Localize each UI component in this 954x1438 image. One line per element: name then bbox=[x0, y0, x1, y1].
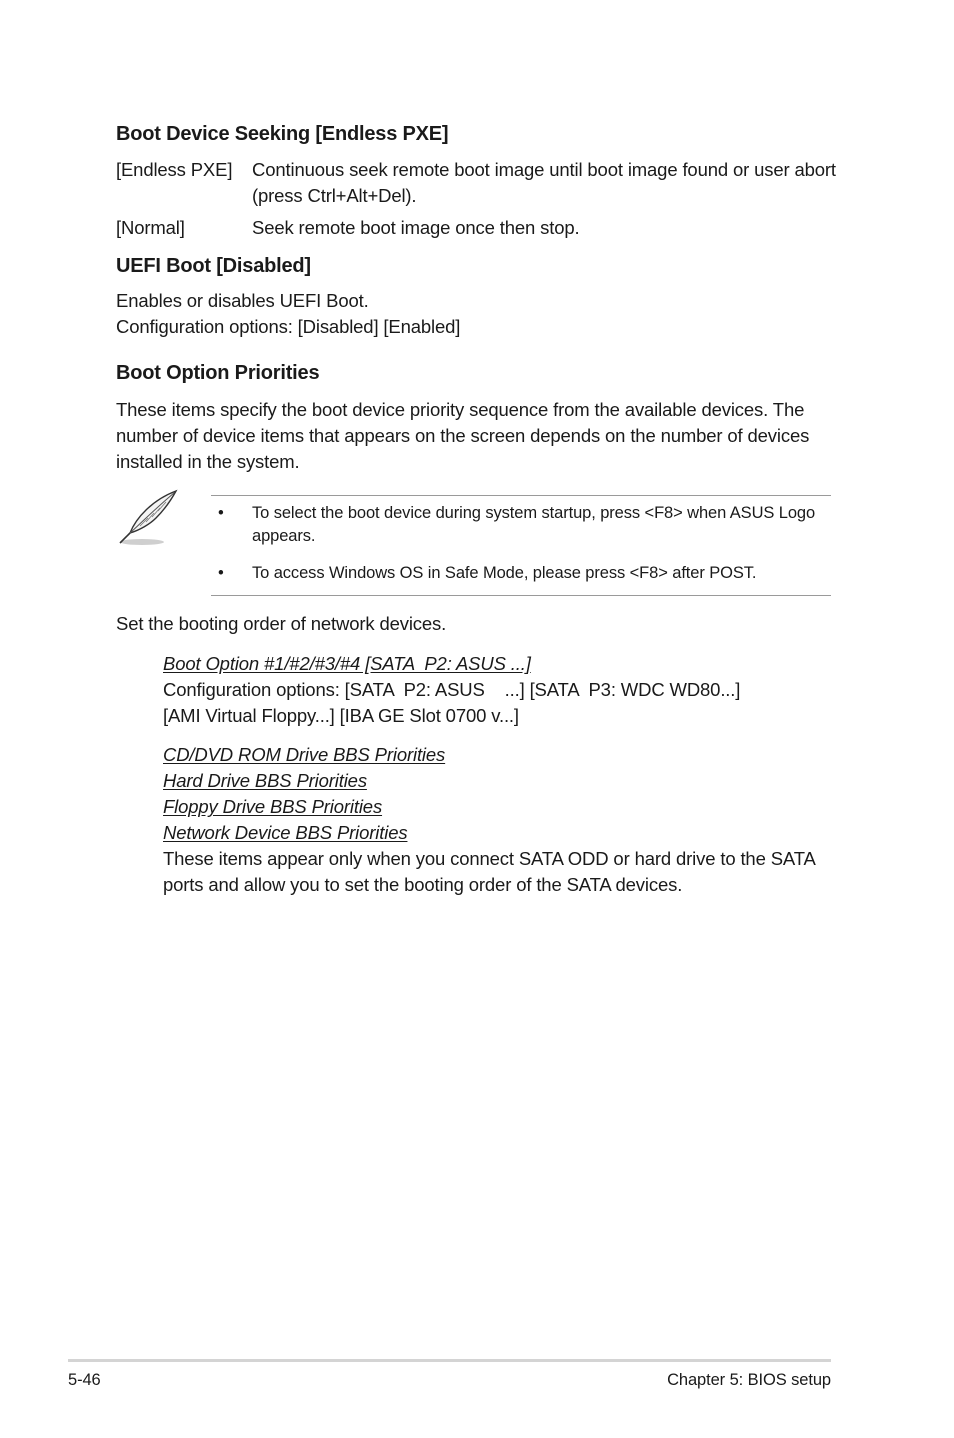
note-text: To access Windows OS in Safe Mode, please press <F8> after POST. bbox=[252, 564, 757, 582]
bbs-priorities-description: These items appear only when you connect SATA ODD or hard drive to the SATA ports and allow you to set the booting order of the SATA devices. bbox=[163, 848, 815, 895]
floppy-drive-priorities-link[interactable]: Floppy Drive BBS Priorities bbox=[163, 796, 383, 817]
option-description: Continuous seek remote boot image until boot image found or user abort (press Ctrl+Alt+Del). bbox=[252, 159, 836, 206]
option-row-endless-pxe bbox=[116, 157, 836, 209]
note-top-divider bbox=[211, 495, 831, 496]
quill-pen-icon bbox=[112, 488, 182, 550]
section-heading-boot-device-seeking: Boot Device Seeking [Endless PXE] bbox=[116, 123, 449, 145]
network-device-priorities-link[interactable]: Network Device BBS Priorities bbox=[163, 822, 408, 843]
note-text: To select the boot device during system startup, press <F8> when ASUS Logo appears. bbox=[252, 504, 816, 545]
bullet: • bbox=[218, 504, 224, 522]
section-heading-boot-option-priorities: Boot Option Priorities bbox=[116, 362, 320, 384]
page-number: 5-46 bbox=[68, 1371, 101, 1389]
uefi-description: Enables or disables UEFI Boot. bbox=[116, 290, 369, 311]
boot-option-config-line: [AMI Virtual Floppy...] [IBA GE Slot 0700 v...] bbox=[163, 705, 519, 726]
option-row-normal bbox=[116, 215, 836, 241]
bullet: • bbox=[218, 564, 224, 582]
note-item bbox=[218, 562, 818, 585]
note-item bbox=[218, 502, 818, 548]
section-heading-uefi-boot: UEFI Boot [Disabled] bbox=[116, 255, 311, 277]
option-description: Seek remote boot image once then stop. bbox=[252, 217, 580, 238]
option-key: [Normal] bbox=[116, 217, 185, 238]
note-bottom-divider bbox=[211, 595, 831, 596]
footer-divider bbox=[68, 1359, 831, 1362]
hard-drive-priorities-link[interactable]: Hard Drive BBS Priorities bbox=[163, 770, 367, 791]
boot-option-config-line: Configuration options: [SATA P2: ASUS ...] [SATA P3: WDC WD80...] bbox=[163, 679, 741, 700]
uefi-config-options: Configuration options: [Disabled] [Enabled] bbox=[116, 316, 461, 337]
boot-option-link[interactable]: Boot Option #1/#2/#3/#4 [SATA P2: ASUS ...] bbox=[163, 653, 531, 674]
option-key: [Endless PXE] bbox=[116, 159, 233, 180]
chapter-title: Chapter 5: BIOS setup bbox=[667, 1371, 831, 1389]
boot-priorities-paragraph: These items specify the boot device priority sequence from the available devices. The number of device items that appears on the screen depends on the number of devices installed in the system. bbox=[116, 399, 810, 472]
cd-dvd-priorities-link[interactable]: CD/DVD ROM Drive BBS Priorities bbox=[163, 744, 446, 765]
network-intro: Set the booting order of network devices. bbox=[116, 613, 447, 634]
